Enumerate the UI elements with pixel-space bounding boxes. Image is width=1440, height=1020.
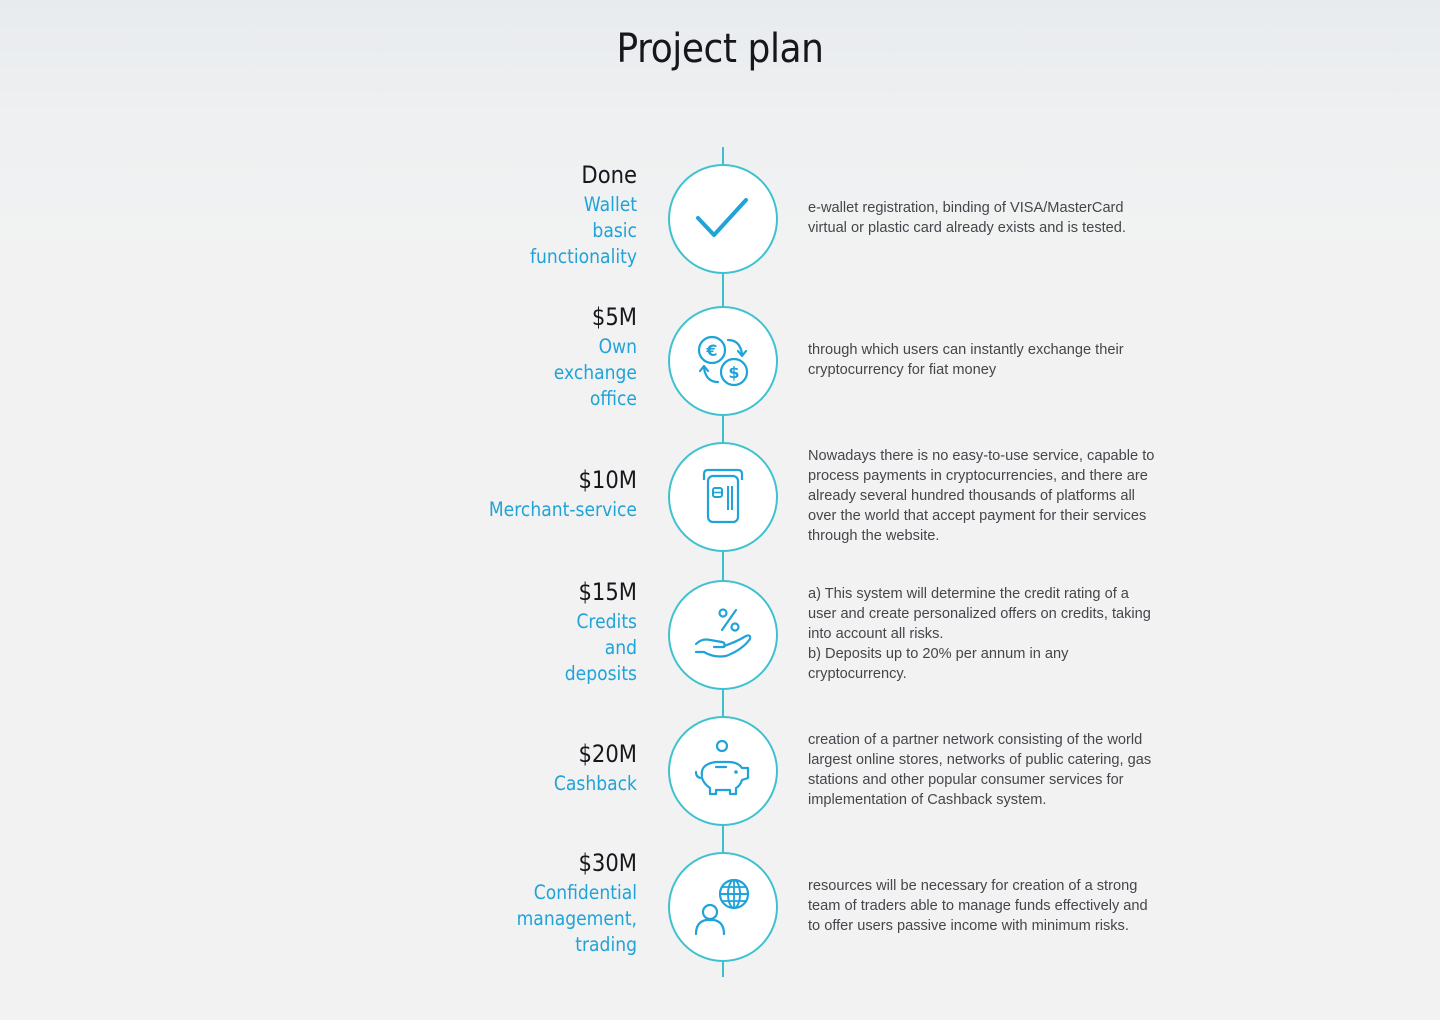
card-terminal-icon [688, 462, 758, 532]
stage-name: Credits and deposits [564, 610, 637, 685]
stage-icon-circle [668, 306, 778, 416]
stage-amount: $30M [578, 849, 637, 877]
stage-amount: $15M [578, 578, 637, 606]
stage-description: Nowadays there is no easy-to-use service, capable to process payments in cryptocurrencies, and there are already several hundred thousands of platforms all over the world that accept payment for their services through the website. [808, 448, 1155, 544]
stage-amount: $20M [578, 740, 637, 768]
stage-amount: $5M [591, 303, 637, 331]
stage-amount: $10M [578, 466, 637, 494]
stage-heading [377, 848, 637, 958]
stage-name: Merchant-service [488, 498, 637, 521]
svg-text:€: € [706, 341, 718, 360]
person-globe-icon [688, 872, 758, 942]
stage-name: Own exchange office [553, 335, 637, 410]
checkmark-icon [688, 184, 758, 254]
stage-icon-circle [668, 716, 778, 826]
stage-amount: Done [581, 161, 637, 189]
stage-description: a) This system will determine the credit rating of a user and create personalized offers on credits, taking into account all risks. b) Deposits up to 20% per annum in any cryptocurrency. [808, 586, 1151, 682]
svg-text:$: $ [728, 363, 740, 382]
stage-icon-circle [668, 164, 778, 274]
stage-icon-circle [668, 442, 778, 552]
stage-icon-circle [668, 580, 778, 690]
piggy-bank-icon [688, 736, 758, 806]
stage-name: Wallet basic functionality [529, 193, 637, 268]
stage-heading [377, 739, 637, 797]
stage-name: Confidential management, trading [516, 881, 637, 956]
stage-description: through which users can instantly exchange their cryptocurrency for fiat money [808, 342, 1124, 378]
page-title: Project plan [616, 26, 824, 72]
hand-percent-icon [688, 600, 758, 670]
stage-description: creation of a partner network consisting of the world largest online stores, networks of public catering, gas stations and other popular consumer services for implementation of Cashback system. [808, 732, 1152, 808]
stage-description: resources will be necessary for creation of a strong team of traders able to manage funds effectively and to offer users passive income with minimum risks. [808, 878, 1148, 934]
stage-name: Cashback [553, 772, 637, 795]
stage-description: e-wallet registration, binding of VISA/MasterCard virtual or plastic card already exists and is tested. [808, 200, 1126, 236]
currency-exchange-icon [688, 326, 758, 396]
stage-heading [377, 577, 637, 687]
stage-heading [377, 160, 637, 270]
stage-heading [377, 465, 637, 523]
stage-icon-circle [668, 852, 778, 962]
stage-heading [377, 302, 637, 412]
